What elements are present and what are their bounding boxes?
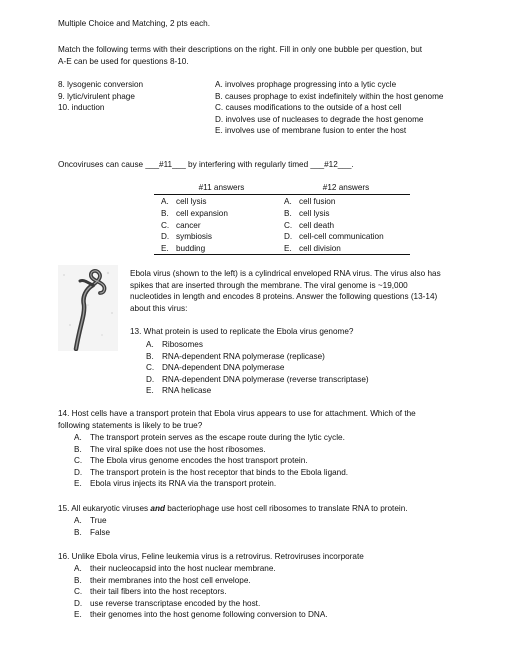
- term-8: 8. lysogenic conversion: [58, 80, 144, 89]
- question-15-options: [74, 515, 110, 538]
- option-13-b[interactable]: B. RNA-dependent RNA polymerase (replicase): [146, 351, 325, 361]
- table-bottom-rule: [154, 254, 410, 255]
- answers-12-list: [284, 196, 384, 255]
- option-16-b[interactable]: B. their membranes into the host cell envelope.: [74, 575, 251, 585]
- question-13: 13. What protein is used to replicate the Ebola virus genome?: [130, 327, 354, 336]
- option-15-a[interactable]: A. True: [74, 516, 107, 525]
- question-16-options: [74, 563, 328, 621]
- option-16-c[interactable]: C. their tail fibers into the host receptors.: [74, 587, 227, 596]
- option-13-c[interactable]: C. DNA-dependent DNA polymerase: [146, 363, 285, 372]
- matching-instructions: [58, 44, 422, 67]
- description-b: B. causes prophage to exist indefinitely within the host genome: [215, 91, 444, 101]
- ebola-intro-line: about this virus:: [130, 303, 188, 313]
- answer-12-c: C. cell death: [284, 220, 335, 230]
- question-13-options: [146, 339, 369, 397]
- ebola-virus-image: [58, 265, 118, 351]
- answer-11-c: C. cancer: [161, 220, 201, 230]
- instruction-line: A-E can be used for questions 8-10.: [58, 56, 189, 66]
- description-a: A. involves prophage progressing into a lytic cycle: [215, 80, 397, 89]
- answers-12-header: #12 answers: [322, 183, 370, 192]
- question-14-line: 14. Host cells have a transport protein that Ebola virus appears to use for attachment. Which of the: [58, 409, 416, 418]
- option-13-d[interactable]: D. RNA-dependent DNA polymerase (reverse transcriptase): [146, 374, 369, 384]
- option-14-b[interactable]: B. The viral spike does not use the host ribosomes.: [74, 444, 266, 454]
- question-14-line: following statements is likely to be true?: [58, 420, 203, 430]
- option-14-c[interactable]: C. The Ebola virus genome encodes the host transport protein.: [74, 456, 308, 465]
- answer-11-e: E. budding: [161, 244, 206, 254]
- answers-11-list: [161, 196, 228, 255]
- matching-terms: [58, 79, 143, 114]
- description-c: C. causes modifications to the outside of a host cell: [215, 103, 402, 112]
- option-14-e[interactable]: E. Ebola virus injects its RNA via the transport protein.: [74, 479, 277, 488]
- answers-11-header: #11 answers: [198, 183, 245, 192]
- section-header: Multiple Choice and Matching, 2 pts each.: [58, 19, 211, 28]
- option-14-d[interactable]: D. The transport protein is the host receptor that binds to the Ebola ligand.: [74, 467, 349, 477]
- oncovirus-question: Oncoviruses can cause ___#11___ by interfering with regularly timed ___#12___.: [58, 160, 354, 169]
- description-e: E. involves use of membrane fusion to enter the host: [215, 126, 407, 135]
- term-9: 9. lytic/virulent phage: [58, 91, 135, 101]
- answer-11-d: D. symbiosis: [161, 232, 212, 242]
- description-d: D. involves use of nucleases to degrade the host genome: [215, 114, 424, 124]
- answer-11-a: A. cell lysis: [161, 197, 207, 206]
- ebola-intro-line: spikes that are inserted through the membrane. The viral genome is ~19,000: [130, 280, 408, 290]
- ebola-intro-line: Ebola virus (shown to the left) is a cylindrical enveloped RNA virus. The virus also has: [130, 269, 441, 278]
- question-16: 16. Unlike Ebola virus, Feline leukemia virus is a retrovirus. Retroviruses incorporate: [58, 552, 364, 561]
- answer-12-a: A. cell fusion: [284, 197, 336, 206]
- ebola-intro-line: nucleotides in length and encodes 8 proteins. Answer the following questions (13-14): [130, 292, 438, 301]
- question-14: [58, 408, 416, 431]
- answer-11-b: B. cell expansion: [161, 208, 228, 218]
- answer-12-b: B. cell lysis: [284, 208, 330, 218]
- option-13-e[interactable]: E. RNA helicase: [146, 386, 212, 395]
- option-16-d[interactable]: D. use reverse transcriptase encoded by the host.: [74, 598, 261, 608]
- question-14-options: [74, 432, 348, 490]
- answers-12-column: [283, 182, 409, 193]
- matching-descriptions: [215, 79, 443, 137]
- emphasis-and: and: [150, 504, 165, 513]
- option-15-b[interactable]: B. False: [74, 527, 111, 537]
- answer-12-d: D. cell-cell communication: [284, 232, 384, 242]
- instruction-line: Match the following terms with their descriptions on the right. Fill in only one bubble per question, but: [58, 45, 423, 54]
- answers-11-column: [160, 182, 283, 193]
- answer-12-e: E. cell division: [284, 244, 341, 254]
- table-top-rule: [154, 194, 410, 195]
- option-14-a[interactable]: A. The transport protein serves as the escape route during the lytic cycle.: [74, 433, 345, 442]
- term-10: 10. induction: [58, 103, 105, 112]
- option-13-a[interactable]: A. Ribosomes: [146, 340, 203, 349]
- option-16-e[interactable]: E. their genomes into the host genome following conversion to DNA.: [74, 610, 328, 619]
- question-15: 15. All eukaryotic viruses and bacteriophage use host cell ribosomes to translate RNA to protein.: [58, 504, 408, 513]
- option-16-a[interactable]: A. their nucleocapsid into the host nuclear membrane.: [74, 564, 276, 573]
- ebola-intro: [130, 268, 441, 314]
